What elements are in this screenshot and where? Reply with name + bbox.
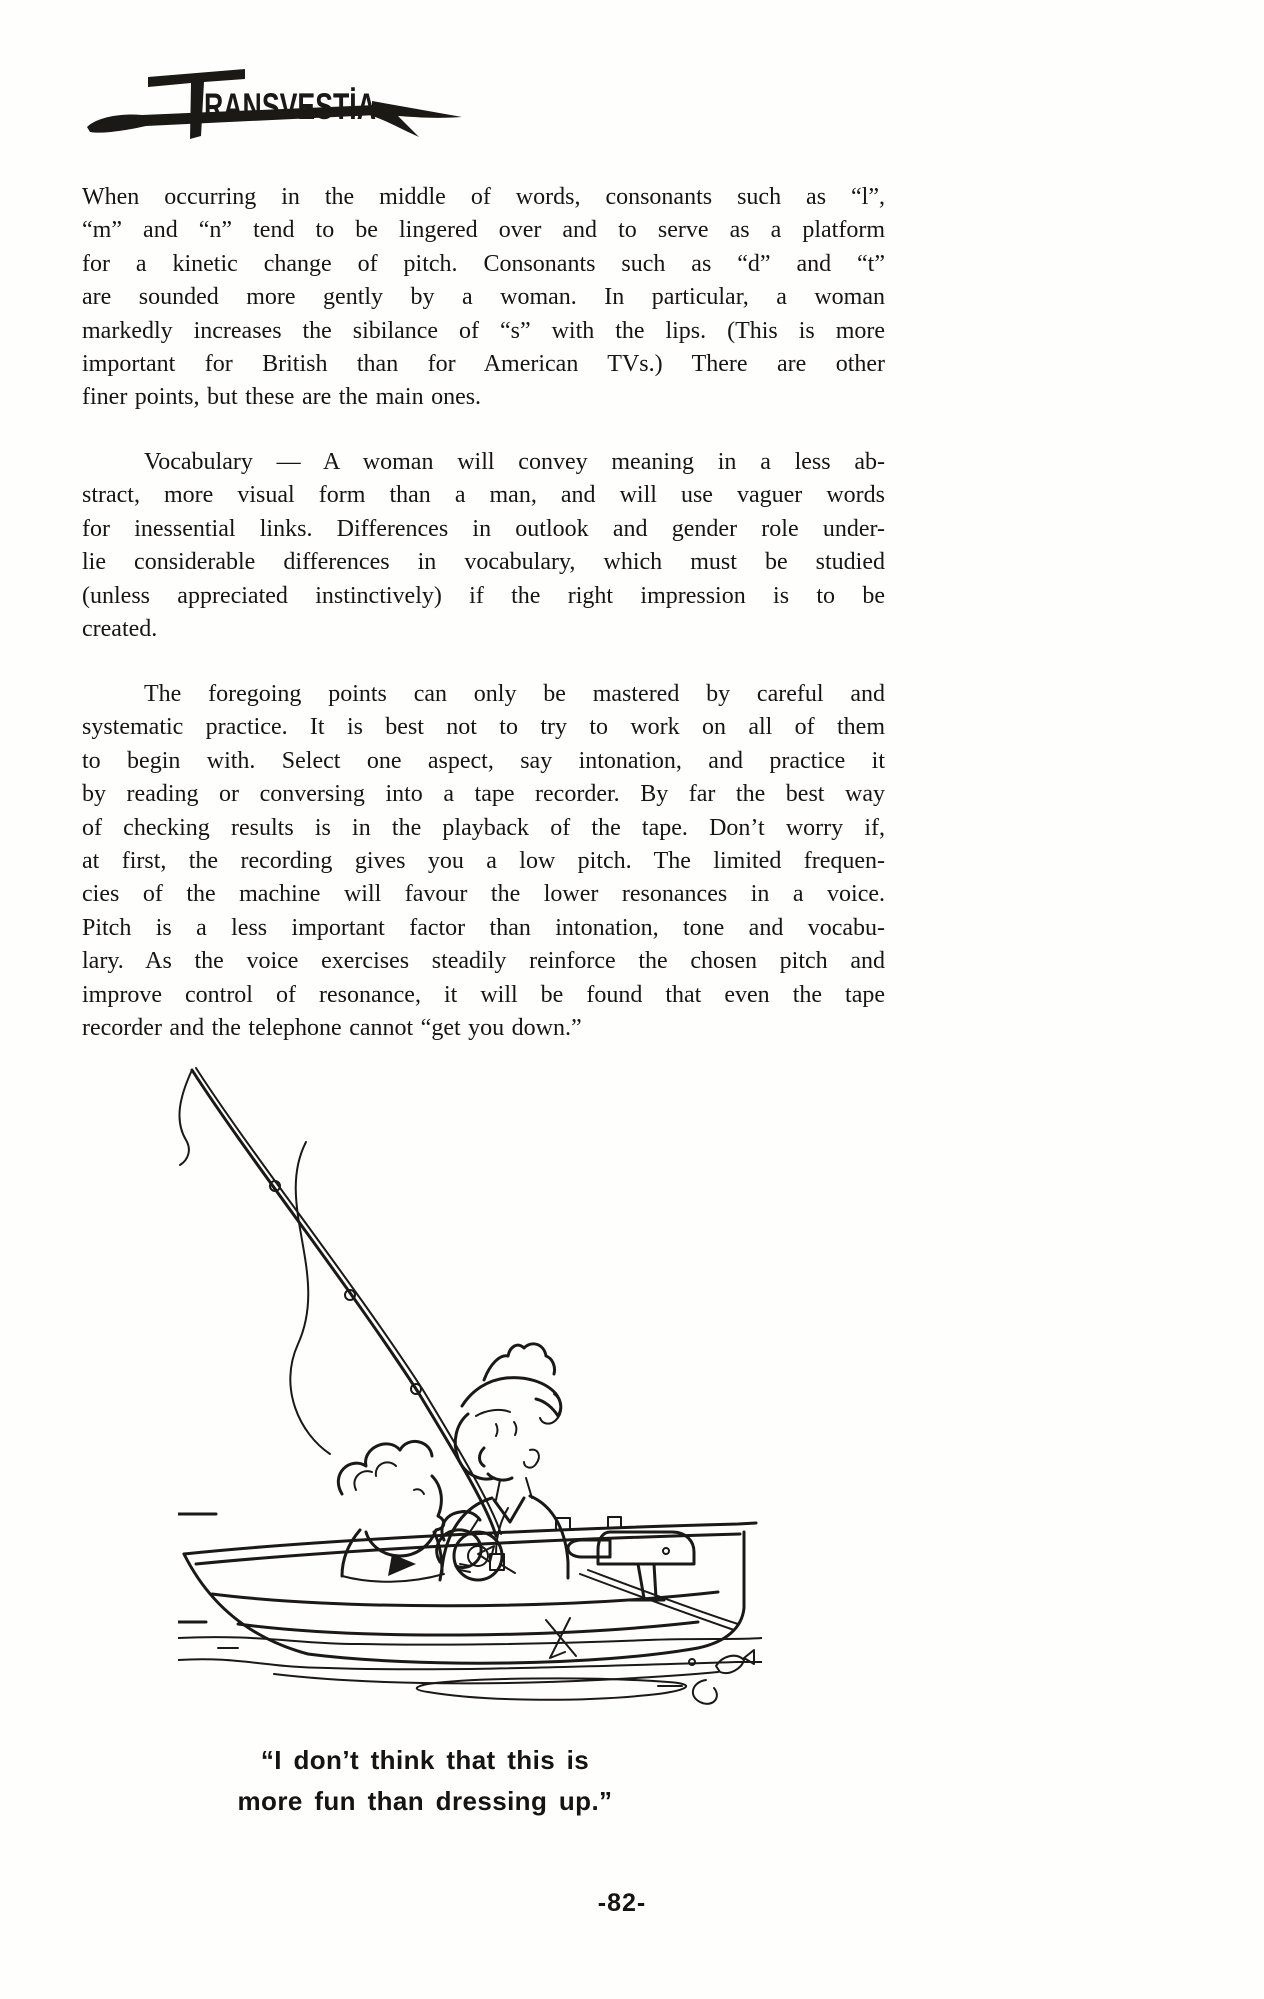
text-line: finer points, but these are the main ones.: [82, 384, 482, 411]
boy-figure: [338, 1441, 444, 1581]
text-line: for inessential links. Differences in outlook and gender role under-: [82, 515, 885, 542]
text-line: When occurring in the middle of words, consonants such as “l”,: [82, 184, 885, 210]
text-line: at first, the recording gives you a low pitch. The limited frequen-: [82, 847, 885, 874]
text-line: for a kinetic change of pitch. Consonants such as “d” and “t”: [82, 250, 885, 277]
text-line: systematic practice. It is best not to try to work on all of them: [82, 714, 885, 741]
text-line: to begin with. Select one aspect, say intonation, and practice it: [82, 747, 885, 774]
page-number: -82-: [597, 1889, 647, 1917]
fishing-rod: [179, 1068, 515, 1580]
text-line: (unless appreciated instinctively) if the right impression is to be: [82, 582, 885, 609]
cartoon-caption: [170, 1740, 680, 1822]
text-line: important for British than for American TVs.) There are other: [82, 350, 885, 377]
text-line: markedly increases the sibilance of “s” with the lips. (This is more: [82, 317, 885, 344]
caption-line-1: “I don’t think that this is: [260, 1745, 590, 1775]
artist-signature: [546, 1618, 576, 1658]
water-stroke-left: [178, 1514, 216, 1622]
cartoon-illustration: [178, 1062, 762, 1714]
water-ripples: [178, 1637, 762, 1700]
face: [455, 1414, 494, 1479]
boat-cartoon-svg: [178, 1062, 762, 1714]
text-line: improve control of resonance, it will be found that even the tape: [82, 981, 885, 1008]
text-line: lie considerable differences in vocabulary, which must be studied: [82, 549, 885, 576]
outboard-motor: [568, 1532, 694, 1600]
text-line: by reading or conversing into a tape recorder. By far the best way: [82, 781, 885, 808]
text-line: Pitch is a less important factor than intonation, tone and vocabu-: [82, 914, 885, 941]
text-line: lary. As the voice exercises steadily reinforce the chosen pitch and: [82, 948, 885, 975]
text-line: The foregoing points can only be mastered by careful and: [144, 681, 885, 707]
paragraph-vocabulary: [82, 446, 885, 646]
masthead: [84, 58, 476, 150]
text-line: stract, more visual form than a man, and will use vaguer words: [82, 482, 885, 509]
text-line: created.: [82, 615, 158, 642]
hat: [484, 1344, 555, 1380]
transvestia-logo: [84, 58, 476, 150]
text-line: recorder and the telephone cannot “get you down.”: [82, 1014, 582, 1041]
text-line: cies of the machine will favour the lower resonances in a voice.: [82, 881, 885, 908]
logo-wordmark: RANSVESTİA: [204, 86, 376, 127]
text-line: Vocabulary — A woman will convey meaning in a less ab-: [144, 449, 885, 475]
text-line: “m” and “n” tend to be lingered over and to serve as a platform: [82, 217, 885, 244]
logo-underline-arrow: [372, 101, 462, 137]
paragraph-consonants: [82, 181, 885, 415]
text-line: are sounded more gently by a woman. In particular, a woman: [82, 284, 885, 311]
wavy-line: [290, 1142, 330, 1454]
ear: [524, 1450, 539, 1468]
paragraph-practice: [82, 678, 885, 1045]
caption-line-2: more fun than dressing up.”: [237, 1786, 613, 1816]
boat: [184, 1517, 756, 1663]
text-line: of checking results is in the playback of the tape. Don’t worry if,: [82, 814, 885, 841]
